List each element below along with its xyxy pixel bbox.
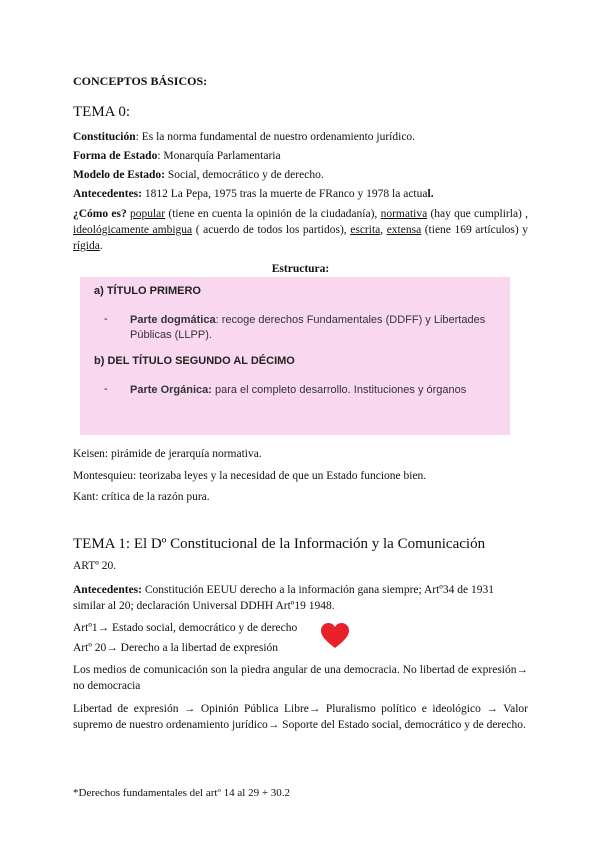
como-ambigua: ideológicamente ambigua [73, 224, 193, 236]
antecedentes0-line [73, 186, 528, 202]
como-popular: popular [129, 208, 166, 220]
antecedentes0-tail: l. [427, 188, 434, 200]
como-paragraph [73, 206, 528, 254]
como-t2: (hay que cumplirla) , [427, 208, 529, 220]
como-t1: (tiene en cuenta la opinión de la ciudadanía), [165, 208, 381, 220]
antecedentes1-paragraph [73, 582, 528, 614]
estructura-label: Estructura: [271, 263, 330, 275]
box-a-dash: - [104, 313, 108, 325]
como-t3: ( acuerdo de todos los partidos), [192, 224, 351, 236]
box-b-text [130, 383, 490, 398]
heart-shape [321, 623, 349, 648]
forma-line [73, 148, 528, 164]
box-a-text [130, 313, 490, 343]
art20-line: Artº 20→ Derecho a la libertad de expresión [73, 642, 279, 654]
constitucion-line [73, 129, 528, 145]
constitucion-label: Constitución [73, 131, 136, 143]
modelo-line [73, 167, 528, 183]
montesquieu-line: Montesquieu: teorizaba leyes y la necesidad de que un Estado funcione bien. [73, 470, 427, 482]
como-label: ¿Cómo es? [73, 208, 127, 220]
antecedentes0-text: 1812 La Pepa, 1975 tras la muerte de FRanco y 1978 la actua [141, 188, 428, 200]
antecedentes1-text: Constitución EEUU derecho a la información gana siempre; Artº34 de 1931 similar al 20; declaración Universal DDHH Artº19 1948. [73, 584, 494, 612]
como-t6: . [99, 240, 103, 252]
medios-paragraph: Los medios de comunicación son la piedra angular de una democracia. No libertad de expresión→ no democracia [73, 664, 528, 692]
estructura-box [80, 277, 510, 435]
antecedentes1-label: Antecedentes: [73, 584, 142, 596]
tema1-title: TEMA 1: El Dº Constitucional de la Información y la Comunicación [73, 536, 486, 552]
box-b-dash: - [104, 383, 108, 395]
como-t5: (tiene 169 artículos) y [421, 224, 529, 236]
box-a-desc: : recoge derechos Fundamentales (DDFF) y Libertades Públicas (LLPP). [130, 314, 486, 341]
como-t4: , [380, 224, 387, 236]
forma-label: Forma de Estado [73, 150, 158, 162]
box-b-label: Parte Orgánica: [130, 384, 212, 396]
keisen-line: Keisen: pirámide de jerarquía normativa. [73, 448, 262, 460]
box-a-label: Parte dogmática [130, 314, 216, 326]
box-b-desc: para el completo desarrollo. Instituciones y órganos [211, 384, 467, 396]
forma-text: : Monarquía Parlamentaria [157, 150, 281, 162]
page-heading: CONCEPTOS BÁSICOS: [73, 74, 208, 88]
antecedentes0-label: Antecedentes: [73, 188, 142, 200]
modelo-label: Modelo de Estado: [73, 169, 165, 181]
modelo-text: Social, democrático y de derecho. [165, 169, 324, 181]
heart-icon [321, 623, 349, 649]
como-normativa: normativa [380, 208, 428, 220]
como-rigida: rígida [73, 240, 100, 252]
libertad-paragraph: Libertad de expresión → Opinión Pública Libre→ Pluralismo político e ideológico → Valor supremo de nuestro ordenamiento jurídico→ Soporte del Estado social, democrático y de derecho. [73, 703, 528, 731]
art20-heading: ARTº 20. [73, 560, 117, 572]
box-b-title: b) DEL TÍTULO SEGUNDO AL DÉCIMO [94, 355, 295, 367]
footnote: *Derechos fundamentales del artº 14 al 29 + 30.2 [73, 787, 291, 799]
como-escrita: escrita [350, 224, 381, 236]
constitucion-text: : Es la norma fundamental de nuestro ordenamiento jurídico. [135, 131, 416, 143]
kant-line: Kant: crítica de la razón pura. [73, 491, 210, 503]
art1-line: Artº1→ Estado social, democrático y de derecho [73, 622, 298, 634]
como-extensa: extensa [386, 224, 422, 236]
box-a-title: a) TÍTULO PRIMERO [94, 285, 201, 297]
tema0-title: TEMA 0: [73, 104, 131, 120]
